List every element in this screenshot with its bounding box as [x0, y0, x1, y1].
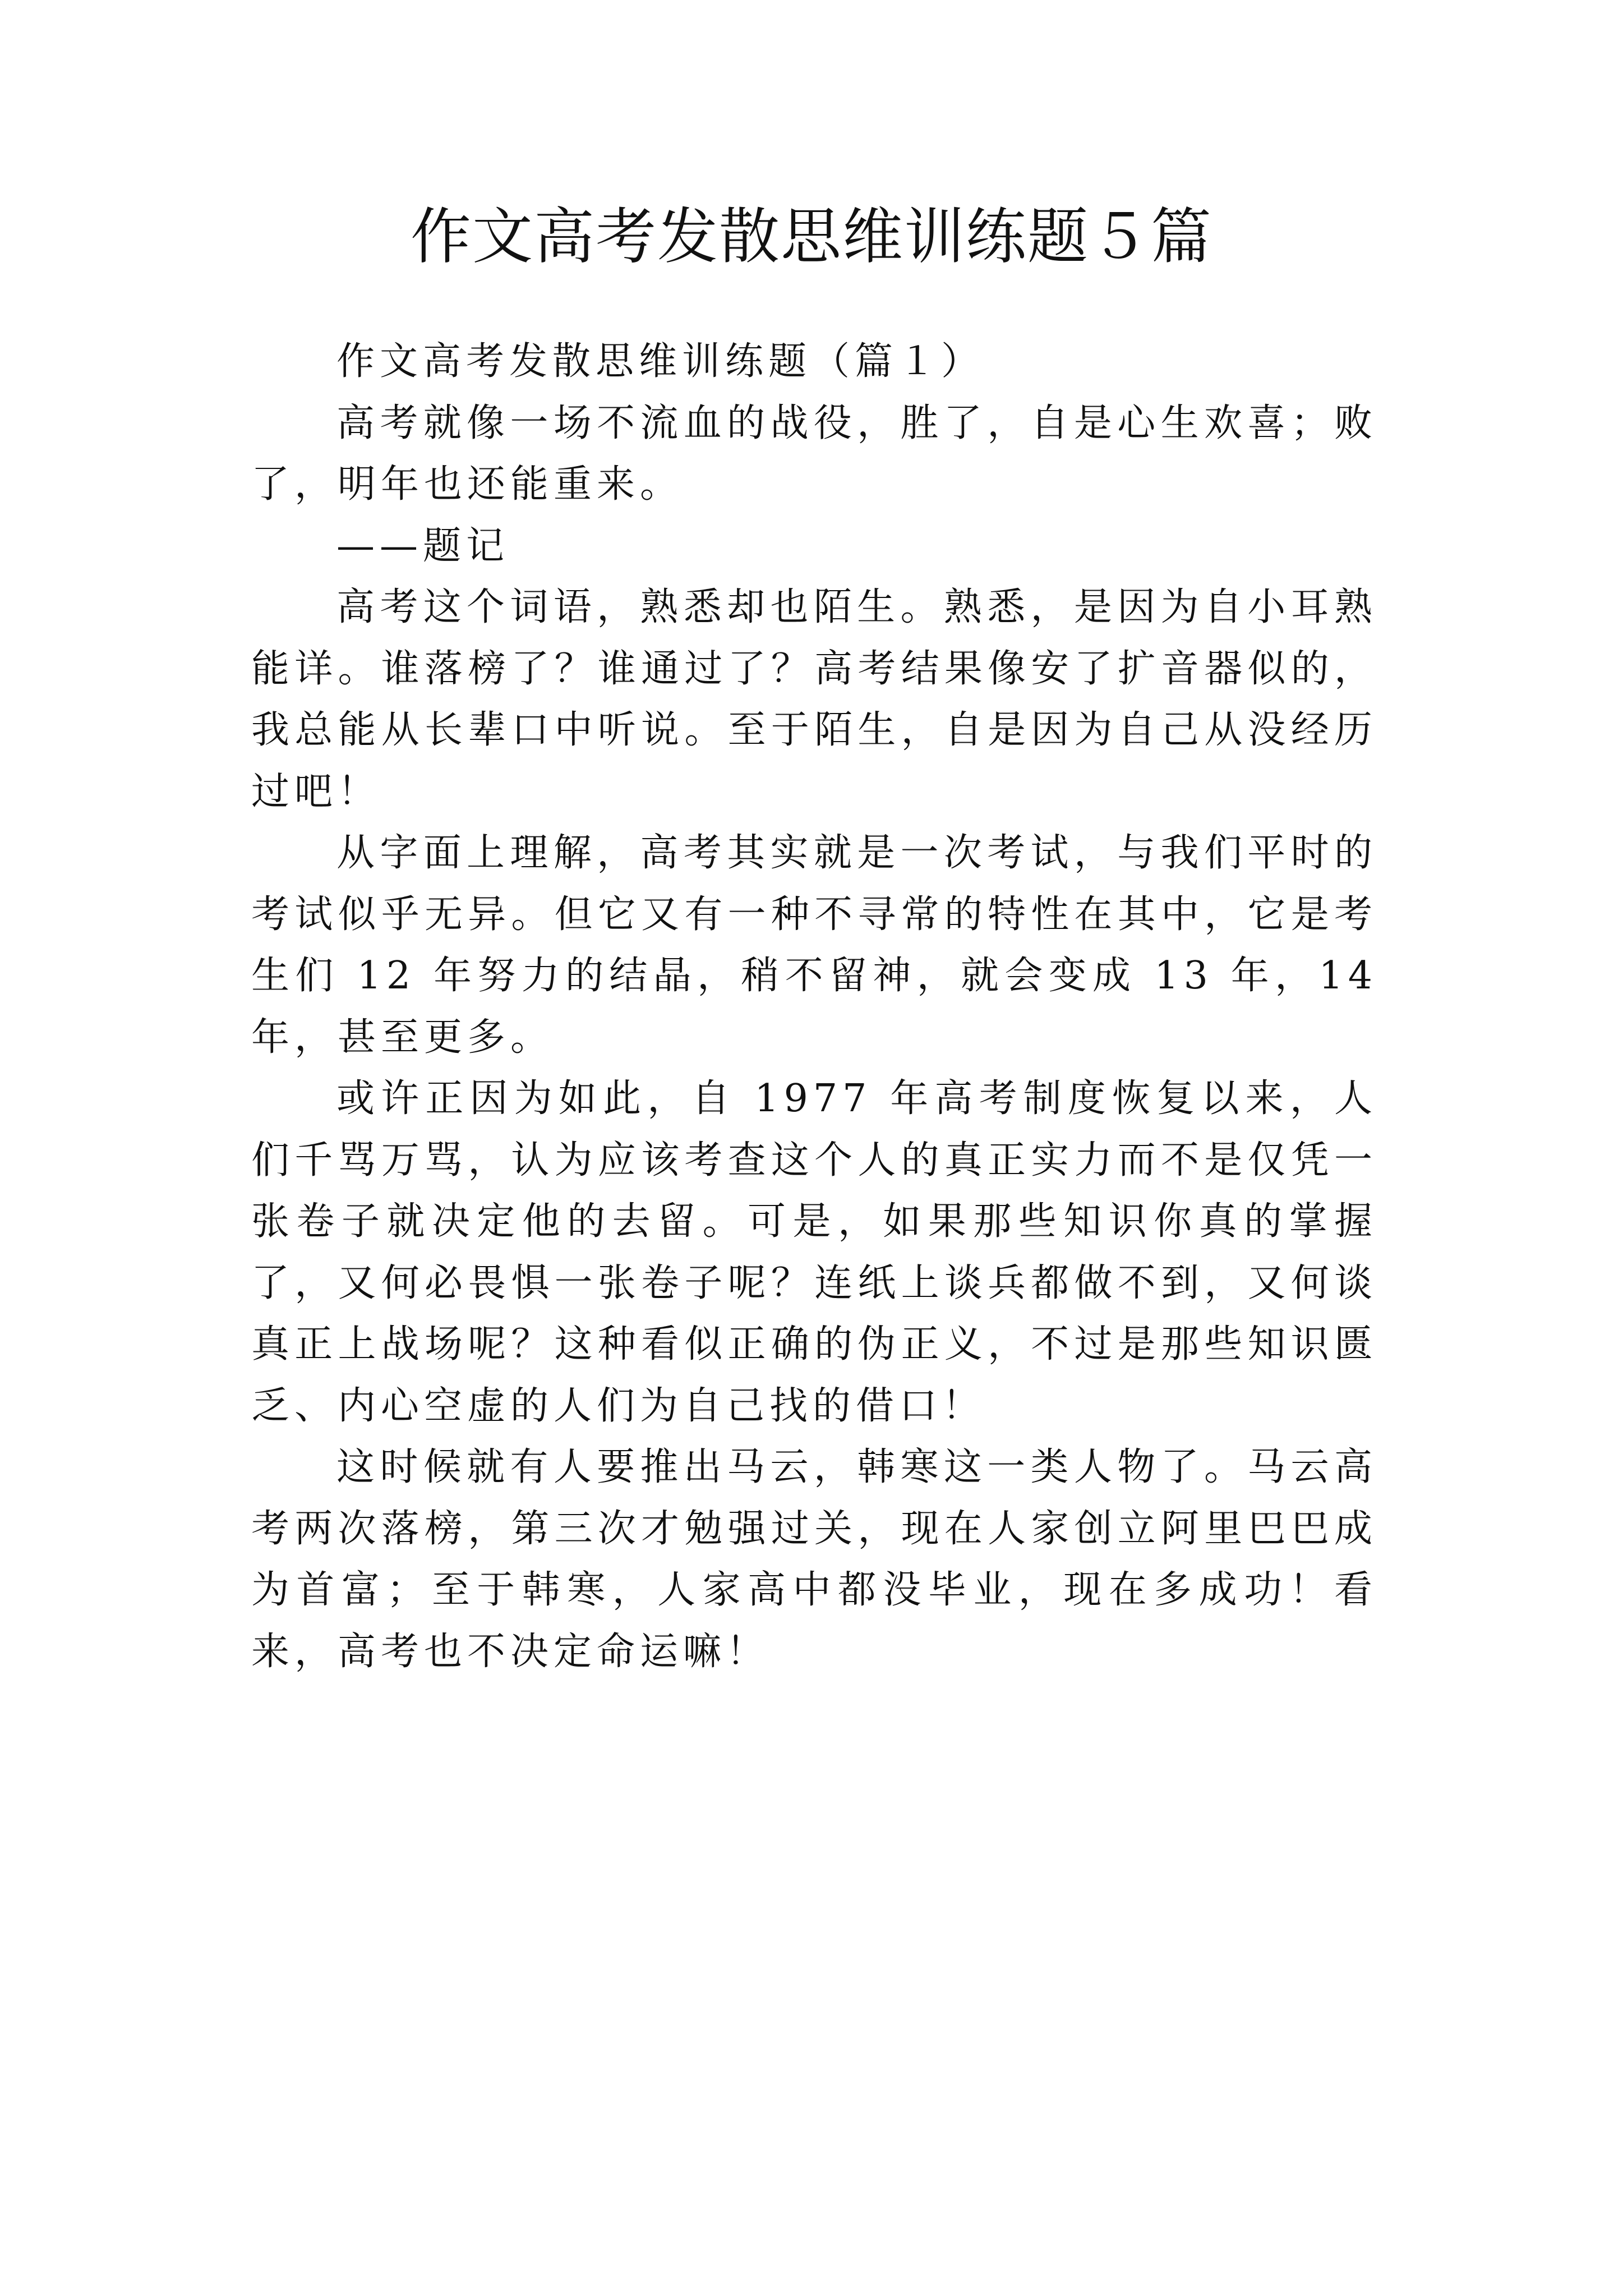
- body-paragraph: 高考这个词语，熟悉却也陌生。熟悉，是因为自小耳熟能详。谁落榜了？谁通过了？高考结果像安了扩音器似的，我总能从长辈口中听说。至于陌生，自是因为自己从没经历过吧！: [251, 585, 1377, 814]
- document-title: 作文高考发散思维训练题５篇: [410, 202, 1212, 272]
- document-body: [251, 331, 1377, 1682]
- body-paragraph: 从字面上理解，高考其实就是一次考试，与我们平时的考试似乎无异。但它又有一种不寻常的特性在其中，它是考生们 12 年努力的结晶，稍不留神，就会变成 13 年，14 年，甚至更多。: [251, 831, 1377, 1060]
- epigraph-attribution: ——题记: [336, 523, 510, 568]
- section-heading: 作文高考发散思维训练题（篇１）: [336, 339, 985, 384]
- body-paragraph: 这时候就有人要推出马云，韩寒这一类人物了。马云高考两次落榜，第三次才勉强过关，现在人家创立阿里巴巴成为首富；至于韩寒，人家高中都没毕业，现在多成功！看来，高考也不决定命运嘛！: [251, 1445, 1377, 1674]
- epigraph-paragraph: 高考就像一场不流血的战役，胜了，自是心生欢喜；败了，明年也还能重来。: [251, 401, 1377, 507]
- body-paragraph: 或许正因为如此，自 1977 年高考制度恢复以来，人们千骂万骂，认为应该考查这个人的真正实力而不是仅凭一张卷子就决定他的去留。可是，如果那些知识你真的掌握了，又何必畏惧一张卷子呢？连纸上谈兵都做不到，又何谈真正上战场呢？这种看似正确的伪正义，不过是那些知识匮乏、内心空虚的人们为自己找的借口！: [251, 1076, 1377, 1428]
